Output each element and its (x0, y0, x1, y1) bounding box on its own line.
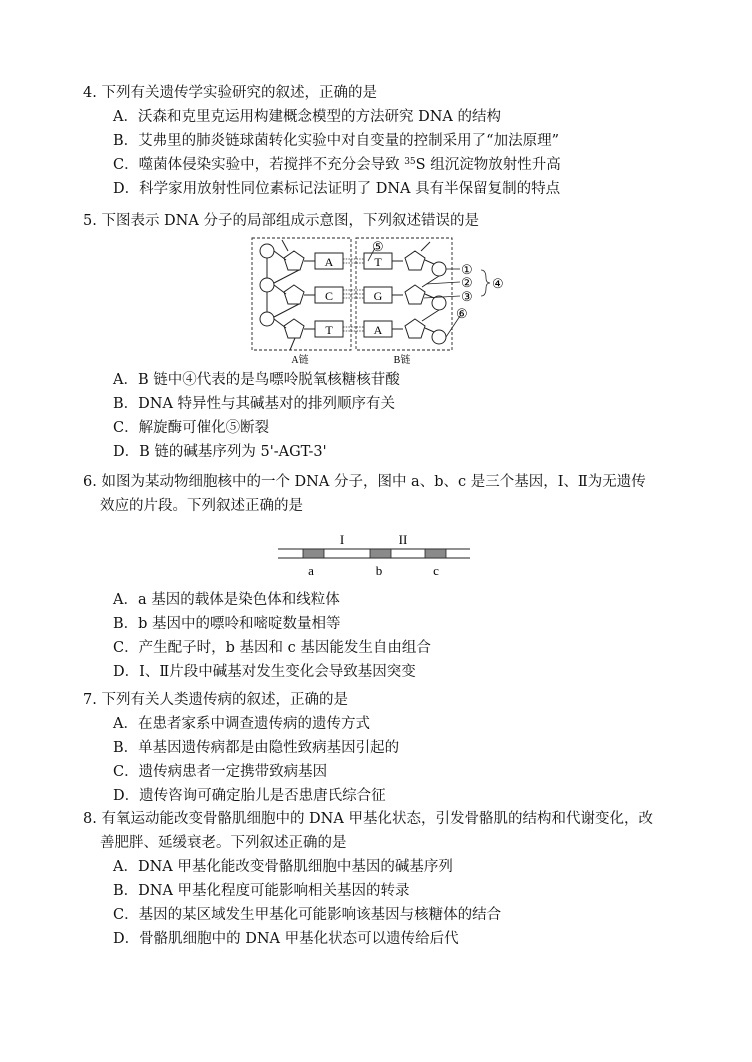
question-6-option-d: D．Ⅰ、Ⅱ片段中碱基对发生变化会导致基因突变 (113, 664, 416, 680)
question-5-options (83, 368, 683, 464)
segment-2-label: II (398, 532, 408, 547)
mark-1: ① (461, 262, 473, 277)
question-5-option-d: D．B 链的碱基序列为 5'-AGT-3' (113, 444, 327, 460)
deoxyribose-pentagon (284, 285, 304, 304)
phosphate-circle (260, 312, 274, 326)
chain-a-backbone (260, 240, 315, 350)
question-4-option-d: D．科学家用放射性同位素标记法证明了 DNA 具有半保留复制的特点 (113, 181, 561, 197)
dna-gene-figure (276, 530, 472, 580)
chain-b-backbone (392, 242, 446, 344)
question-7-option-d: D．遗传咨询可确定胎儿是否患唐氏综合征 (113, 788, 386, 804)
question-4-option-a: A．沃森和克里克运用构建概念模型的方法研究 DNA 的结构 (113, 109, 501, 125)
question-6-options (83, 588, 683, 684)
isotope-mass-number: 35 (404, 157, 416, 167)
segment-1-label: I (339, 532, 345, 547)
phosphate-circle (432, 262, 446, 276)
question-7-option-a: A．在患者家系中调查遗传病的遗传方式 (113, 716, 370, 732)
question-5-stem: 5. 下图表示 DNA 分子的局部组成示意图，下列叙述错误的是 (83, 213, 479, 229)
question-5-option-a: A．B 链中④代表的是鸟嘌呤脱氧核糖核苷酸 (113, 372, 400, 388)
chain-b-label: B链 (393, 355, 411, 366)
question-5-option-c: C．解旋酶可催化⑤断裂 (113, 420, 270, 436)
question-8-option-b: B．DNA 甲基化程度可能影响相关基因的转录 (113, 883, 410, 899)
mark-6: ⑥ (456, 306, 468, 321)
question-7-option-b: B．单基因遗传病都是由隐性致病基因引起的 (113, 740, 400, 756)
chain-b-bases (364, 253, 392, 337)
phosphate-circle (260, 278, 274, 292)
question-7 (83, 688, 683, 808)
question-8-stem-line2: 善肥胖、延缓衰老。下列叙述正确的是 (100, 835, 347, 851)
gene-c-label: c (433, 563, 439, 578)
option-c-prefix: C．噬菌体侵染实验中，若搅拌不充分会导致 (113, 157, 405, 173)
deoxyribose-pentagon (405, 319, 425, 338)
base-label: C (324, 289, 334, 303)
gene-b-label: b (375, 563, 383, 578)
question-4-option-c (83, 153, 683, 177)
question-4-stem: 4. 下列有关遗传学实验研究的叙述，正确的是 (83, 85, 377, 101)
question-6-option-a: A．a 基因的载体是染色体和线粒体 (113, 592, 340, 608)
mark-2: ② (461, 275, 473, 290)
deoxyribose-pentagon (284, 251, 304, 270)
mark-4: ④ (492, 276, 504, 291)
deoxyribose-pentagon (284, 319, 304, 338)
deoxyribose-pentagon (405, 285, 425, 304)
question-4 (83, 81, 683, 201)
question-7-stem: 7. 下列有关人类遗传病的叙述，正确的是 (83, 692, 348, 708)
phosphate-circle (260, 244, 274, 258)
question-8 (83, 807, 683, 951)
question-6-stem-line2: 效应的片段。下列叙述正确的是 (100, 498, 303, 514)
base-label: T (374, 255, 382, 269)
deoxyribose-pentagon (405, 251, 425, 270)
question-8-stem-line1: 8. 有氧运动能改变骨骼肌细胞中的 DNA 甲基化状态，引发骨骼肌的结构和代谢变化，改 (83, 811, 653, 827)
question-8-option-c: C．基因的某区域发生甲基化可能影响该基因与核糖体的结合 (113, 907, 502, 923)
question-4-option-b: B．艾弗里的肺炎链球菌转化实验中对自变量的控制采用了“加法原理” (113, 133, 559, 149)
question-7-option-c: C．遗传病患者一定携带致病基因 (113, 764, 328, 780)
base-label: A (373, 323, 383, 337)
base-label: A (324, 255, 334, 269)
mark-5: ⑤ (372, 239, 384, 254)
chain-a-bases (315, 253, 343, 337)
base-label: G (373, 289, 383, 303)
gene-b-block (370, 549, 391, 558)
phosphate-circle (432, 330, 446, 344)
gene-a-label: a (308, 563, 314, 578)
chain-a-label: A链 (291, 355, 309, 366)
question-6-option-c: C．产生配子时，b 基因和 c 基因能发生自由组合 (113, 640, 431, 656)
option-c-suffix: S 组沉淀物放射性升高 (415, 157, 561, 173)
hydrogen-bonds (343, 259, 364, 331)
gene-a-block (303, 549, 324, 558)
question-6-option-b: B．b 基因中的嘌呤和嘧啶数量相等 (113, 616, 341, 632)
question-8-option-d: D．骨骼肌细胞中的 DNA 甲基化状态可以遗传给后代 (113, 931, 459, 947)
question-8-option-a: A．DNA 甲基化能改变骨骼肌细胞中基因的碱基序列 (113, 859, 453, 875)
question-5-option-b: B．DNA 特异性与其碱基对的排列顺序有关 (113, 396, 396, 412)
question-6 (83, 470, 683, 518)
question-6-stem-line1: 6. 如图为某动物细胞核中的一个 DNA 分子，图中 a、b、c 是三个基因，Ⅰ、Ⅱ为无遗传 (83, 474, 646, 490)
dna-structure-figure (250, 236, 510, 368)
phosphate-circle (432, 296, 446, 310)
gene-c-block (425, 549, 446, 558)
base-label: T (325, 323, 333, 337)
question-5 (83, 209, 683, 233)
mark-3: ③ (461, 289, 473, 304)
